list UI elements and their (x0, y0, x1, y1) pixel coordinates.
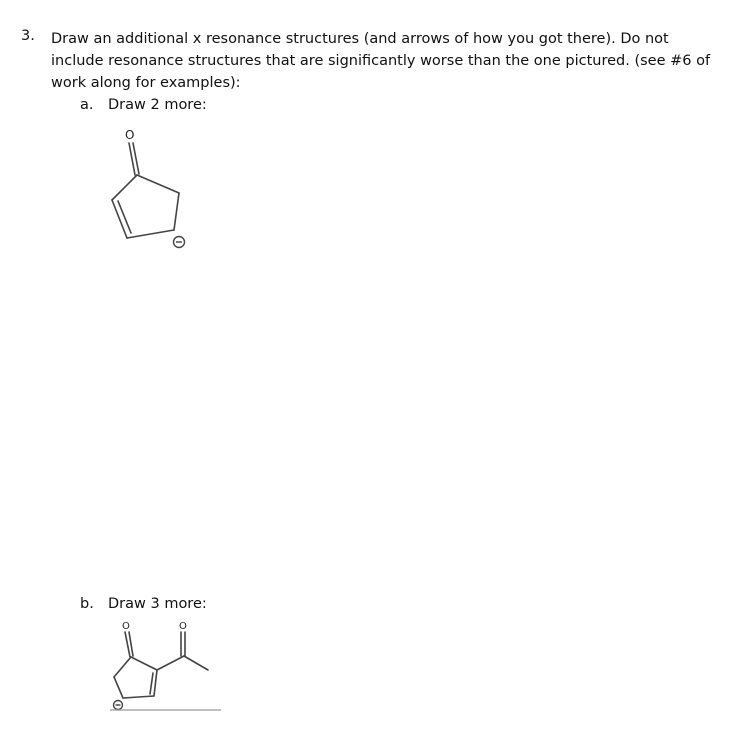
oxygen-atom-label: O (125, 128, 135, 142)
oxygen-atom-label: O (122, 621, 130, 632)
ring-bond (114, 677, 123, 698)
ring-double-bond-inner (118, 201, 131, 233)
question-text: Draw an additional x resonance structures (and arrows of how you got there). Do not include resonance structures that are significantly worse than the one pictured. (see #6 of work along for examples): (51, 31, 711, 91)
part-b-letter: b. (80, 596, 94, 612)
molecule-b-structure (100, 612, 230, 722)
negative-charge-icon (114, 701, 123, 710)
question-number: 3. (21, 28, 35, 44)
negative-charge-icon (174, 237, 185, 248)
part-a-letter: a. (80, 97, 94, 113)
molecule-a-structure (100, 120, 200, 260)
part-a-label: Draw 2 more: (108, 97, 207, 113)
methyl-bond (184, 656, 208, 670)
ring-bond (174, 193, 179, 230)
oxygen-atom-label-2: O (179, 621, 187, 632)
part-b-label: Draw 3 more: (108, 596, 207, 612)
ring-bond (114, 657, 131, 677)
ring-double-bond-inner (150, 673, 153, 694)
ring-bond (131, 657, 157, 670)
part-b-heading (80, 596, 207, 612)
ring-bond (137, 175, 179, 193)
part-a-heading (80, 97, 207, 113)
ring-bond (112, 175, 137, 200)
ring-bond (127, 230, 174, 238)
ring-bond (154, 670, 157, 696)
ring-bond (123, 696, 154, 698)
side-chain-bond (157, 656, 184, 670)
